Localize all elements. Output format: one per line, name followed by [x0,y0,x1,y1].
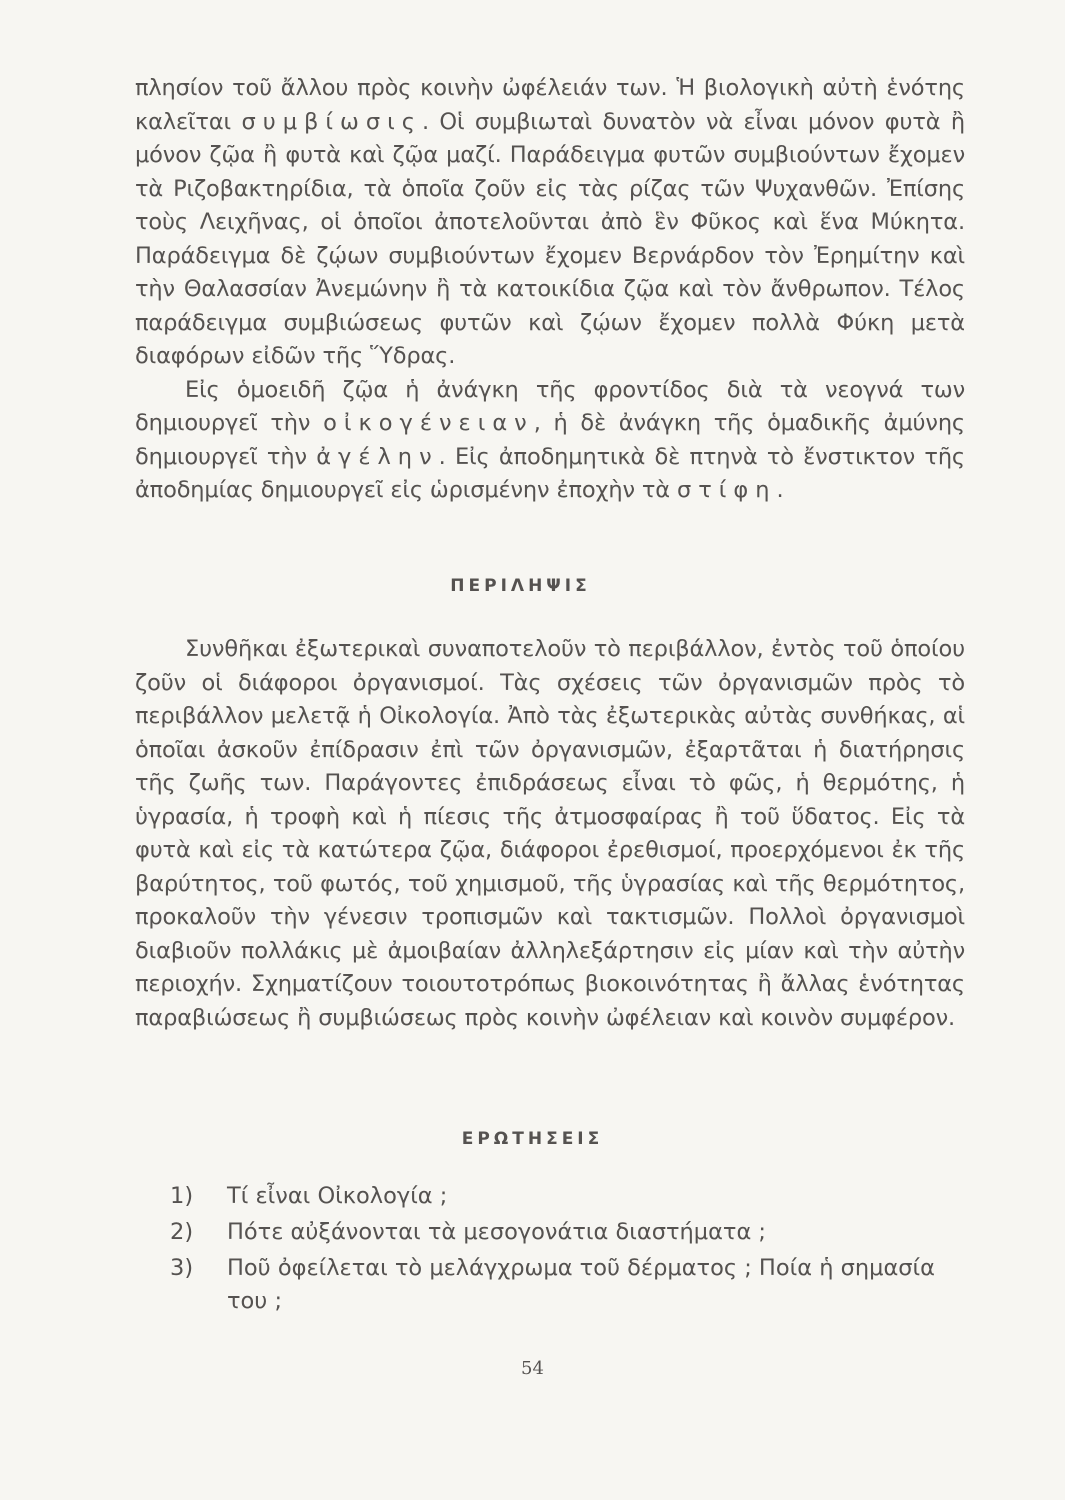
question-text: Πότε αὐξάνονται τὰ μεσογονάτια διαστήματα ; [227,1219,767,1245]
question-number: 3) [170,1255,194,1281]
question-item [170,1180,970,1213]
term-symbiosis: συμβίωσις [241,108,422,135]
page-number: 54 [521,1358,544,1379]
question-number: 1) [170,1183,194,1209]
term-herd: ἀγέλην [316,443,439,470]
intro-paragraphs [135,72,965,508]
questions-heading: ΕΡΩΤΗΣΕΙΣ [461,1129,604,1149]
question-text: Τί εἶναι Οἰκολογία ; [227,1183,448,1209]
intro-paragraph-1: πλησίον τοῦ ἄλλου πρὸς κοινὴν ὠφέλειάν των. Ἡ βιολογικὴ αὐτὴ ἑνότης καλεῖται συμβίωσις. Οἱ συμβιωταὶ δυνατὸν νὰ εἶναι μόνον φυτὰ ἢ μόνον ζῷα ἢ φυτὰ καὶ ζῷα μαζί. Παράδειγμα φυτῶν συμβιούντων ἔχομεν τὰ Ριζοβακτηρίδια, τὰ ὁποῖα ζοῦν εἰς τὰς ρίζας τῶν Ψυχανθῶν. Ἐπίσης τοὺς Λειχῆνας, οἱ ὁποῖοι ἀποτελοῦνται ἀπὸ ἓν Φῦκος καὶ ἕνα Μύκητα. Παράδειγμα δὲ ζῴων συμβιούντων ἔχομεν Βερνάρδον τὸν Ἐρημίτην καὶ τὴν Θαλασσίαν Ἀνεμώνην ἢ τὰ κατοικίδια ζῷα καὶ τὸν ἄνθρωπον. Τέλος παράδειγμα συμβιώσεως φυτῶν καὶ ζῴων ἔχομεν πολλὰ Φύκη μετὰ διαφόρων εἰδῶν τῆς Ὕδρας. [135,75,965,369]
question-item [170,1216,970,1249]
term-flocks: στίφη [676,477,777,503]
question-number: 2) [170,1219,194,1245]
questions-list [170,1180,970,1321]
question-text: Ποῦ ὀφείλεται τὸ μελάγχρωμα τοῦ δέρματος ; Ποία ἡ σημασία του ; [227,1255,935,1314]
question-item [170,1252,970,1318]
intro-paragraph-2: Εἰς ὁμοειδῆ ζῷα ἡ ἀνάγκη τῆς φροντίδος διὰ τὰ νεογνά των δημιουργεῖ τὴν οἰκογένειαν, ἡ δὲ ἀνάγκη τῆς ὁμαδικῆς ἀμύνης δημιουργεῖ τὴν ἀγέλην. Εἰς ἀποδημητικὰ δὲ πτηνὰ τὸ ἔνστικτον τῆς ἀποδημίας δημιουργεῖ εἰς ὡρισμένην ἐποχὴν τὰ στίφη. [135,376,965,503]
summary-heading: ΠΕΡΙΛΗΨΙΣ [450,576,591,596]
summary-paragraph: Συνθῆκαι ἐξωτερικαὶ συναποτελοῦν τὸ περιβάλλον, ἐντὸς τοῦ ὁποίου ζοῦν οἱ διάφοροι ὀργανισμοί. Τὰς σχέσεις τῶν ὀργανισμῶν πρὸς τὸ περιβάλλον μελετᾷ ἡ Οἰκολογία. Ἀπὸ τὰς ἐξωτερικὰς αὐτὰς συνθήκας, αἱ ὁποῖαι ἀσκοῦν ἐπίδρασιν ἐπὶ τῶν ὀργανισμῶν, ἐξαρτᾶται ἡ διατήρησις τῆς ζωῆς των. Παράγοντες ἐπιδράσεως εἶναι τὸ φῶς, ἡ θερμότης, ἡ ὑγρασία, ἡ τροφὴ καὶ ἡ πίεσις τῆς ἀτμοσφαίρας ἢ τοῦ ὕδατος. Εἰς τὰ φυτὰ καὶ εἰς τὰ κατώτερα ζῷα, διάφοροι ἐρεθισμοί, προερχόμενοι ἐκ τῆς βαρύτητος, τοῦ φωτός, τοῦ χημισμοῦ, τῆς ὑγρασίας καὶ τῆς θερμότητος, προκαλοῦν τὴν γένεσιν τροπισμῶν καὶ τακτισμῶν. Πολλοὶ ὀργανισμοὶ διαβιοῦν πολλάκις μὲ ἀμοιβαίαν ἀλληλεξάρτησιν εἰς μίαν καὶ τὴν αὐτὴν περιοχήν. Σχηματίζουν τοιουτοτρόπως βιοκοινότητας ἢ ἄλλας ἑνότητας παραβιώσεως ἢ συμβιώσεως πρὸς κοινὴν ὠφέλειαν καὶ κοινὸν συμφέρον. [135,636,965,1031]
term-family: οἰκογένειαν [323,410,534,436]
